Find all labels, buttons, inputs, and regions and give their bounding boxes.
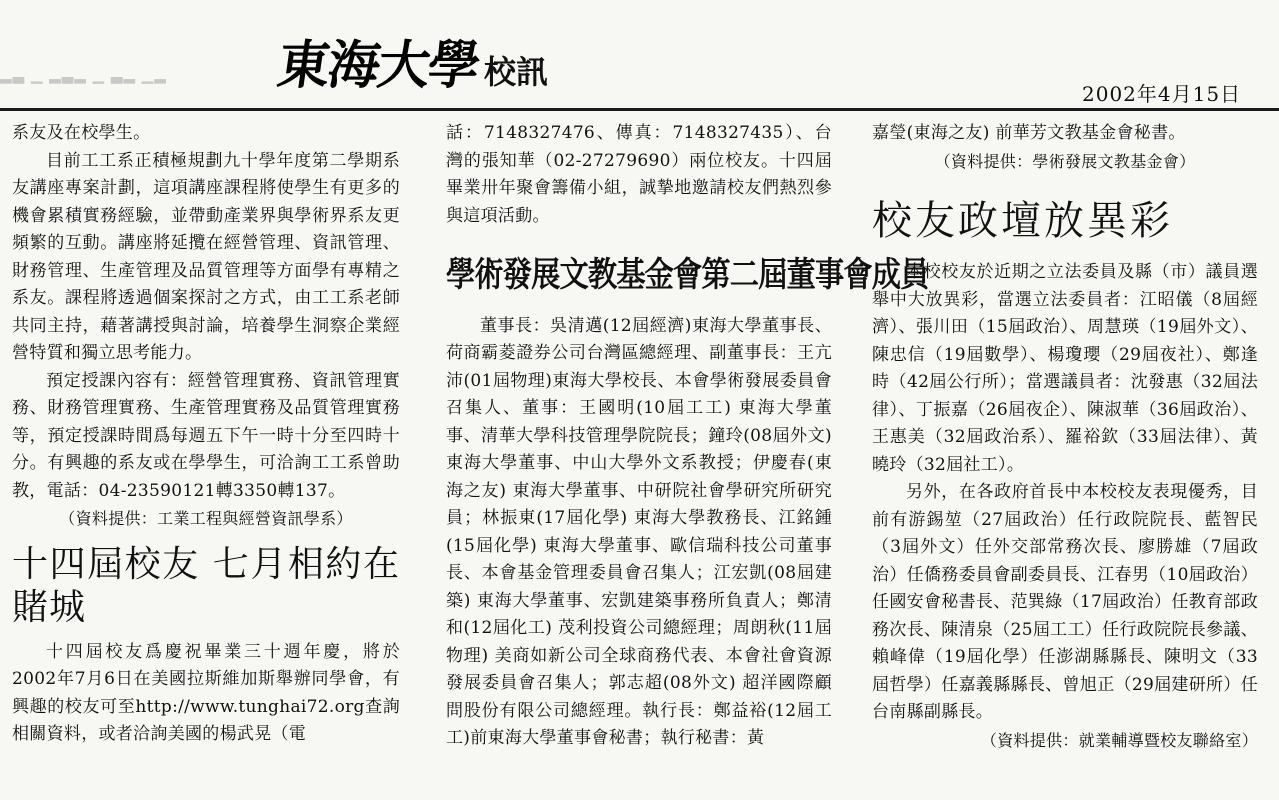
column-1 — [12, 120, 400, 749]
paragraph: 另外，在各政府首長中本校校友表現優秀，目前有游錫堃（27屆政治）任行政院院長、藍智民（3屆外文）任外交部常務次長、廖勝雄（7屆政治）任僑務委員會副委員長、江春男（10屆政治）任國安會秘書長、范巽綠（17屆政治）任教育部政務次長、陳清泉（25屆工工）任行政院院長參議、賴峰偉（19屆化學）任澎湖縣縣長、陳明文（33屆哲學）任嘉義縣縣長、曾旭正（29屆建研所）任台南縣副縣長。 — [872, 482, 1258, 722]
headline-alumni-politics: 校友政壇放異彩 — [872, 198, 1173, 244]
paragraph: 話：7148327476、傳真：7148327435）、台灣的張知華（02-27279690）兩位校友。十四屆畢業卅年聚會籌備小組，誠摯地邀請校友們熱烈參與這項活動。 — [446, 123, 832, 226]
paragraph: 董事長：吳清邁(12屆經濟)東海大學董事長、荷商霸菱證券公司台灣區總經理、副董事長：王亢沛(01屆物理)東海大學校長、本會學術發展委員會召集人、董事：王國明(10屆工工) 東海大學董事、清華大學科技管理學院院長；鐘玲(08屆外文) 東海大學董事、中山大學外文系教授；伊慶春(東海之友) 東海大學董事、中研院社會學研究所研究員；林振東(17屆化學) 東海大學教務長、江銘鍾(15屆化學) 東海大學董事、歐信瑞科技公司董事長、本會基金管理委員會召集人；江宏凱(08屆建築) 東海大學董事、宏凱建築事務所負責人；鄭清和(12屆化工) 茂利投資公司總經理；周朗秋(11屆物理) 美商如新公司全球商務代表、本會社會資源發展委員會召集人；郭志超(08外文) 超洋國際顧問股份有限公司總經理。執行長：鄭益裕(12屆工工)前東海大學董事會秘書；執行秘書：黃 — [446, 315, 832, 748]
paragraph: 本校校友於近期之立法委員及縣（市）議員選舉中大放異彩，當選立法委員者：江昭儀（8屆經濟）、張川田（15屆政治）、周慧瑛（19屆外文）、陳忠信（19屆數學）、楊瓊瓔（29屆夜社）、鄭逢時（42屆公行所）；當選議員者：沈發惠（32屆法律）、丁振嘉（26屆夜企）、陳淑華（36屆政治）、王惠美（32屆政治系）、羅裕欽（33屆法律）、黃曉玲（32屆社工）。 — [872, 262, 1258, 475]
header-rule — [0, 108, 1279, 111]
masthead-subtitle: 校訊 — [484, 53, 549, 91]
issue-date: 2002年4月15日 — [1082, 82, 1242, 106]
paragraph: 目前工工系正積極規劃九十學年度第二學期系友講座專案計劃，這項講座課程將使學生有更多的機會累積實務經驗，並帶動產業界與學術界系友更頻繁的互動。講座將延攬在經營管理、資訊管理、財務管理、生產管理及品質管理等方面學有專精之系友。課程將透過個案探討之方式，由工工系老師共同主持，藉著講授與討論，培養學生洞察企業經營特質和獨立思考能力。 — [12, 150, 400, 363]
paragraph: 預定授課內容有：經營管理實務、資訊管理實務、財務管理實務、生產管理實務及品質管理實務等，預定授課時間爲每週五下午一時十分至四時十分。有興趣的系友或在學學生，可洽詢工工系曾助教，電話：04-23590121轉3350轉137。 — [12, 370, 400, 501]
paragraph: 嘉瑩(東海之友) 前華芳文教基金會秘書。 — [872, 123, 1186, 143]
headline-foundation-board: 學術發展文教基金會第二屆董事會成員 — [446, 255, 929, 295]
show-through-text: ▂▃ ▁ ▂▃▂ ▁ ▃▂ ▁▂ — [0, 66, 167, 84]
masthead-logo: 東海大學 — [273, 35, 483, 96]
source-credit: （資料提供：工業工程與經營資訊學系） — [59, 509, 353, 528]
paragraph: 系友及在校學生。 — [12, 123, 151, 143]
paragraph: 十四屆校友爲慶祝畢業三十週年慶，將於2002年7月6日在美國拉斯維加斯舉辦同學會，有興趣的校友可至http://www.tunghai72.org查詢相關資料，或者洽詢美國的楊武晃（電 — [12, 641, 400, 745]
source-credit: （資料提供：就業輔導暨校友聯絡室） — [980, 730, 1258, 750]
headline-reunion: 十四屆校友 七月相約在賭城 — [12, 543, 400, 628]
column-3 — [872, 120, 1258, 754]
source-credit: （資料提供：學術發展文教基金會） — [934, 151, 1196, 171]
masthead — [273, 35, 549, 96]
column-2 — [446, 120, 929, 753]
